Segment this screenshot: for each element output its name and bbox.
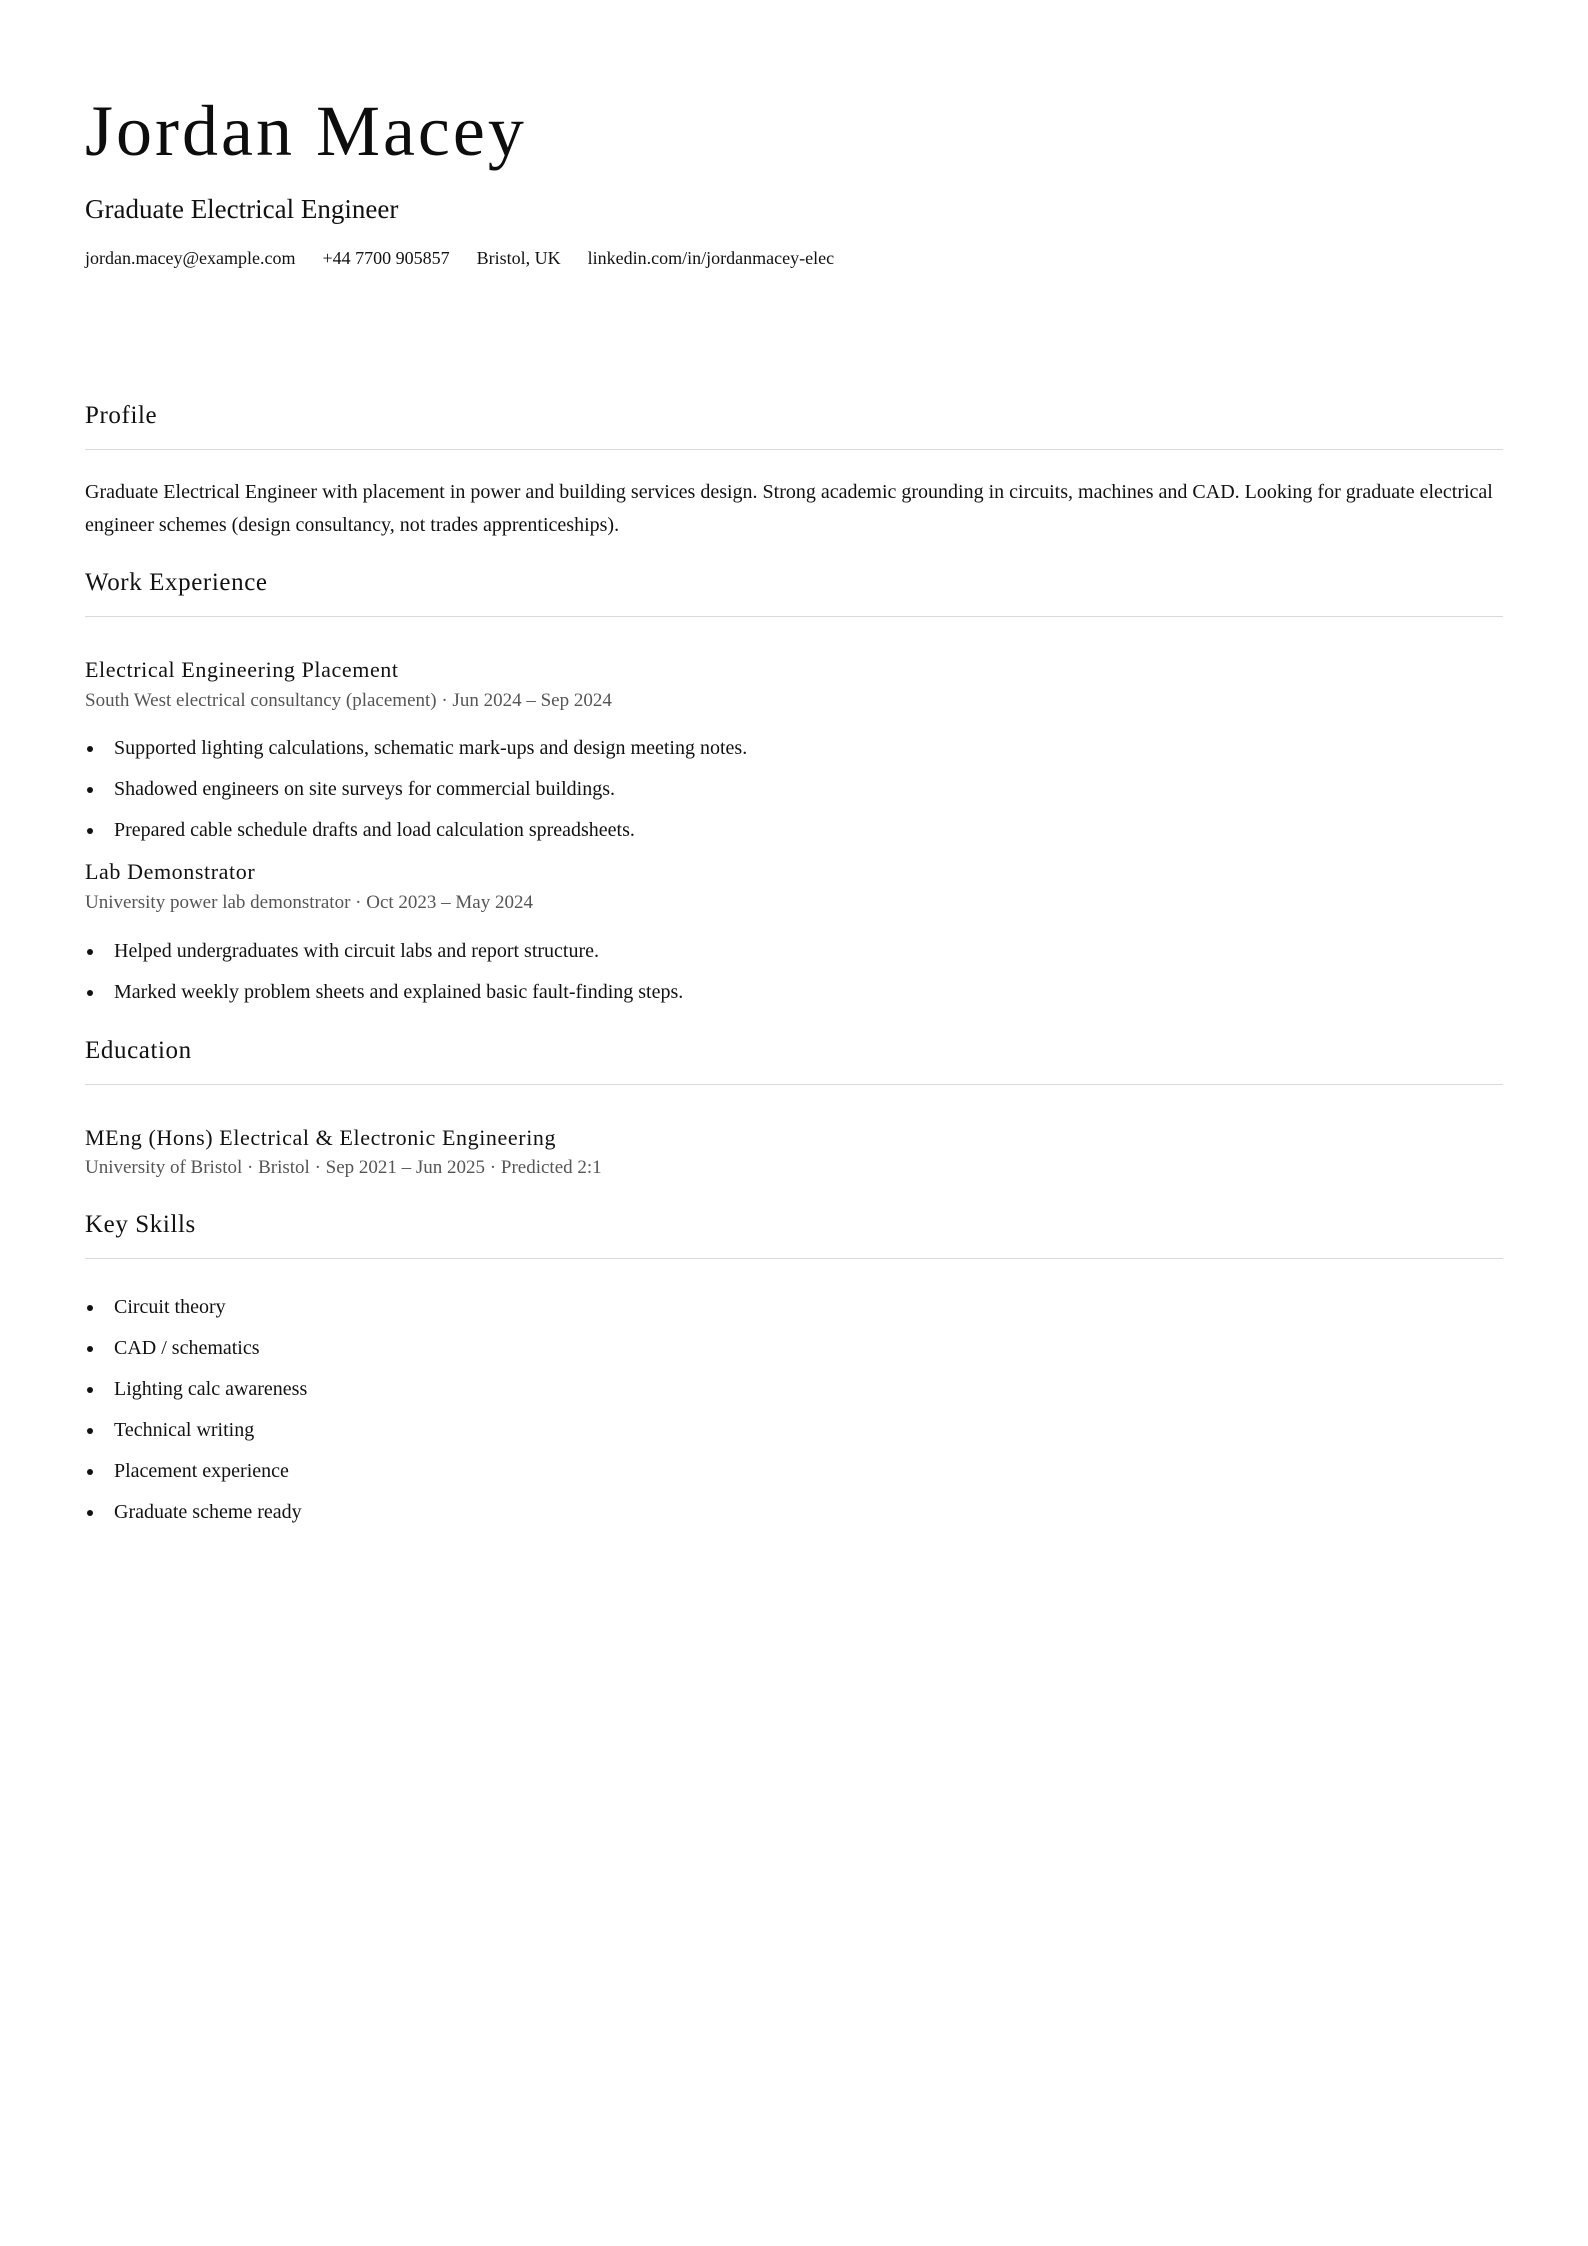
skill-item: Lighting calc awareness [85,1377,1503,1401]
section-title-profile: Profile [85,401,1503,450]
skill-item: Technical writing [85,1418,1503,1442]
contact-line [85,248,1503,270]
education-section [85,1036,1503,1180]
work-experience-section [85,568,1503,1003]
bullet-item: Marked weekly problem sheets and explained basic fault-finding steps. [85,980,1503,1004]
contact-linkedin[interactable]: linkedin.com/in/jordanmacey-elec [587,247,835,268]
job-title: Electrical Engineering Placement [85,657,399,683]
bullet-item: Prepared cable schedule drafts and load calculation spreadsheets. [85,818,1503,842]
skill-item: Graduate scheme ready [85,1500,1503,1524]
job-entry [85,859,1503,1003]
job-title: Lab Demonstrator [85,859,256,885]
candidate-name: Jordan Macey [85,91,527,171]
contact-email[interactable]: jordan.macey@example.com [85,247,296,268]
education-entry [85,1125,1503,1180]
section-title-education: Education [85,1036,1503,1085]
job-meta: South West electrical consultancy (placement) · Jun 2024 – Sep 2024 [85,689,612,711]
job-entry [85,657,1503,842]
job-meta: University power lab demonstrator · Oct 2023 – May 2024 [85,891,533,913]
profile-section [85,401,1503,542]
job-bullets [85,736,1503,842]
resume-header [85,0,1503,269]
skill-item: Placement experience [85,1459,1503,1483]
resume-page [85,0,1503,1541]
bullet-item: Supported lighting calculations, schematic mark-ups and design meeting notes. [85,736,1503,760]
skill-item: CAD / schematics [85,1336,1503,1360]
section-title-key-skills: Key Skills [85,1210,1503,1259]
degree-title: MEng (Hons) Electrical & Electronic Engineering [85,1124,557,1150]
bullet-item: Helped undergraduates with circuit labs and report structure. [85,939,1503,963]
skills-list [85,1295,1503,1524]
key-skills-section [85,1210,1503,1524]
contact-location: Bristol, UK [476,247,561,268]
bullet-item: Shadowed engineers on site surveys for commercial buildings. [85,777,1503,801]
skill-item: Circuit theory [85,1295,1503,1319]
degree-meta: University of Bristol · Bristol · Sep 2021 – Jun 2025 · Predicted 2:1 [85,1156,602,1178]
job-bullets [85,939,1503,1004]
profile-summary: Graduate Electrical Engineer with placement in power and building services design. Strong academic grounding in circuits, machines and CAD. Looking for graduate electrical engineer schemes (design consultancy, not trades apprenticeships). [85,481,1493,537]
section-title-work-experience: Work Experience [85,568,1503,617]
contact-phone[interactable]: +44 7700 905857 [322,247,450,268]
candidate-role: Graduate Electrical Engineer [85,194,399,225]
